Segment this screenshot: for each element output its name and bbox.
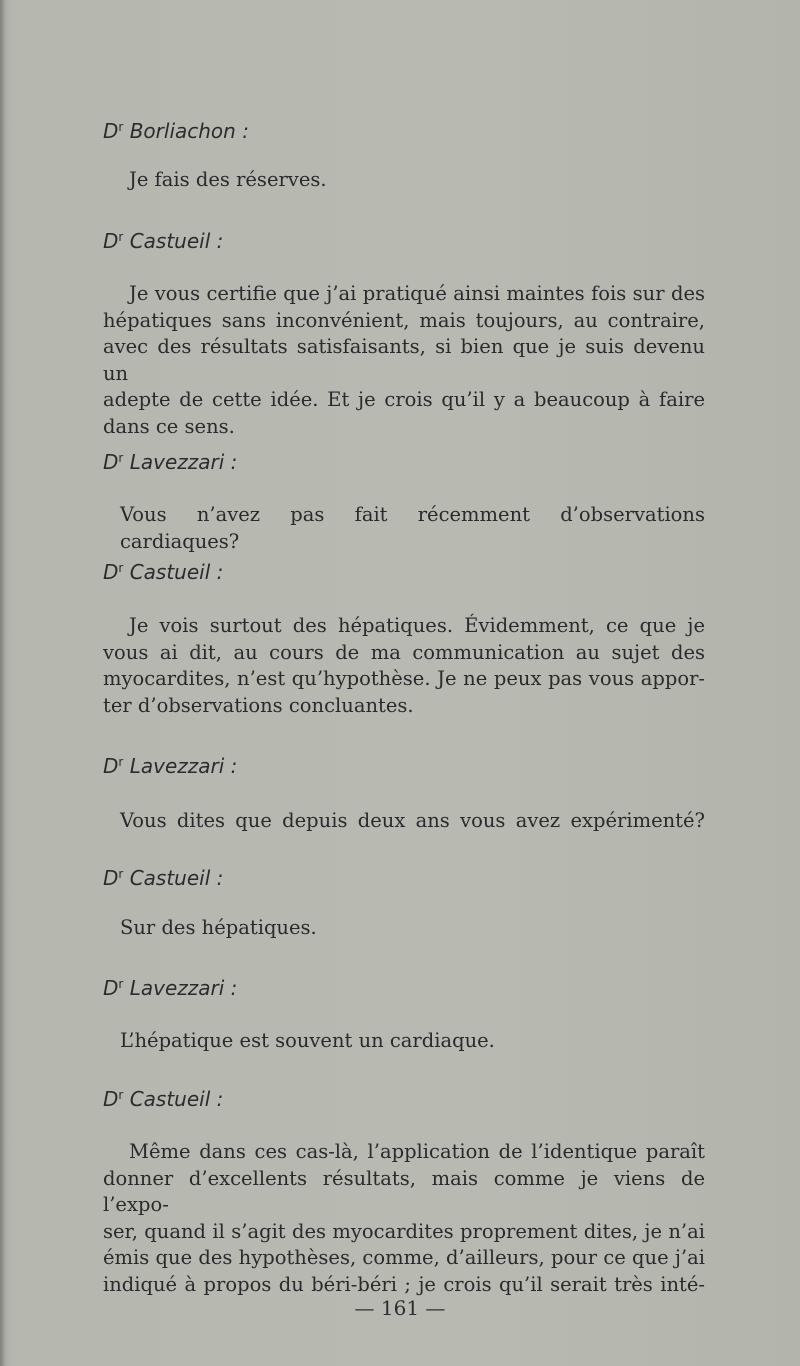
- speaker-label: $D^r$ Lavezzari :: [103, 976, 238, 1000]
- speaker-label: $D^r$ Lavezzari :: [103, 450, 238, 474]
- text-line: avec des résultats satisfaisants, si bien que je suis devenu un: [103, 335, 705, 385]
- page-number: — 161 —: [354, 1296, 446, 1320]
- paragraph: [103, 1139, 705, 1298]
- paragraph: [103, 281, 705, 440]
- text-line: indiqué à propos du béri-béri ; je crois qu’il serait très inté-: [103, 1272, 705, 1296]
- paragraph: [103, 167, 705, 194]
- text-line: vous ai dit, au cours de ma communication au sujet des: [103, 640, 705, 664]
- text-line: émis que des hypothèses, comme, d’ailleurs, pour ce que j’ai: [103, 1246, 705, 1269]
- text-line: Même dans ces cas-là, l’application de l’identique paraît: [129, 1140, 705, 1163]
- speaker-label: $D^r$ Borliachon :: [103, 119, 249, 143]
- text-line: L’hépatique est souvent un cardiaque.: [120, 1029, 495, 1052]
- speaker-label: $D^r$ Castueil :: [103, 1087, 224, 1111]
- text-line: Je fais des réserves.: [129, 168, 327, 191]
- speaker-label: $D^r$ Castueil :: [103, 229, 224, 253]
- paragraph: [103, 502, 705, 555]
- text-line: hépatiques sans inconvénient, mais toujours, au contraire,: [103, 308, 705, 332]
- text-line: Je vois surtout des hépatiques. Évidemment, ce que je: [129, 614, 705, 637]
- text-line: dans ce sens.: [103, 414, 235, 438]
- speaker-label: $D^r$ Castueil :: [103, 560, 224, 584]
- text-line: donner d’excellents résultats, mais comme je viens de l’expo-: [103, 1166, 705, 1216]
- text-line: ser, quand il s’agit des myocardites proprement dites, je n’ai: [103, 1219, 705, 1243]
- binding-shadow: [0, 0, 6, 1366]
- paragraph: [103, 1028, 705, 1055]
- speaker-label: $D^r$ Castueil :: [103, 866, 224, 890]
- text-line: Sur des hépatiques.: [120, 916, 317, 939]
- paragraph: [103, 915, 705, 942]
- text-line: Vous dites que depuis deux ans vous avez expérimenté?: [120, 809, 705, 832]
- paragraph: [103, 808, 705, 835]
- speaker-label: $D^r$ Lavezzari :: [103, 754, 238, 778]
- text-line: ter d’observations concluantes.: [103, 693, 414, 717]
- text-line: adepte de cette idée. Et je crois qu’il y a beaucoup à faire: [103, 388, 705, 411]
- paragraph: [103, 613, 705, 719]
- text-line: Je vous certifie que j’ai pratiqué ainsi maintes fois sur des: [129, 282, 705, 305]
- text-line: myocardites, n’est qu’hypothèse. Je ne peux pas vous appor-: [103, 667, 705, 690]
- text-line: Vous n’avez pas fait récemment d’observations cardiaques?: [120, 503, 705, 553]
